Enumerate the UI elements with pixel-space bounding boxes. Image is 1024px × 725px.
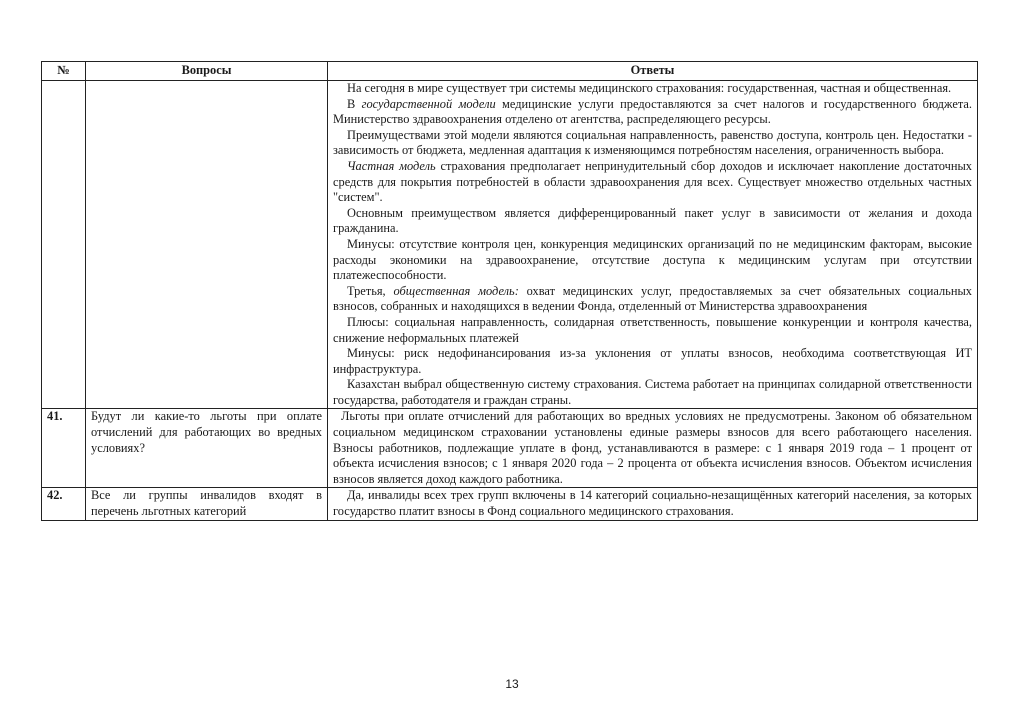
- cell-number-empty: [42, 81, 86, 409]
- table-row: [42, 488, 978, 520]
- answer-text: страхования предполагает непринудительный сбор доходов и исключает накопление достаточных средств для покрытия потребностей в области здравоохранения для всех. Существует множество отдельных частных "систем".: [333, 158, 972, 205]
- cell-question: Будут ли какие-то льготы при оплате отчислений для работающих во вредных условиях?: [86, 409, 328, 488]
- answer-text: Третья,: [347, 283, 394, 298]
- qa-table: [41, 61, 978, 521]
- header-questions: Вопросы: [86, 62, 328, 81]
- table-row-continued: [42, 81, 978, 409]
- answer-text: медицинские услуги предоставляются за счет налогов и государственного бюджета. Министерство здравоохранения отделено от агентства, распределяющего ресурсы.: [333, 96, 972, 127]
- answer-paragraph: [333, 159, 972, 206]
- header-answers: Ответы: [328, 62, 978, 81]
- cell-question-empty: [86, 81, 328, 409]
- answer-text: В: [347, 96, 362, 111]
- answer-emphasis: государственной модели: [361, 96, 496, 111]
- answer-paragraph: На сегодня в мире существует три системы медицинского страхования: государственная, частная и общественная.: [347, 81, 952, 95]
- table-row: [42, 409, 978, 488]
- answer-paragraph: Казахстан выбрал общественную систему страхования. Система работает на принципах солидарной ответственности государства, работодателя и граждан страны.: [333, 377, 972, 407]
- table-header-row: [42, 62, 978, 81]
- cell-answer: [328, 488, 978, 520]
- cell-question: Все ли группы инвалидов входят в перечень льготных категорий: [86, 488, 328, 520]
- answer-emphasis: Частная модель: [347, 158, 436, 173]
- page-number: 13: [505, 677, 519, 691]
- answer-paragraph: Льготы при оплате отчислений для работающих во вредных условиях не предусмотрены. Законом об обязательном социальном медицинском страховании установлены единые размеры взносов для всего работающего населения. Взносы работников, подлежащие уплате в фонд, устанавливаются в размере: с 1 января 2019 года – 1 процент от объекта исчисления взносов; с 1 января 2020 года – 2 процента от объекта исчисления взносов. Объектом исчисления взносов является доход каждого работника.: [333, 409, 972, 486]
- answer-paragraph: [333, 284, 972, 315]
- cell-number: 42.: [42, 488, 86, 520]
- answer-paragraph: Преимуществами этой модели являются социальная направленность, равенство доступа, контроль цен. Недостатки - зависимость от бюджета, медленная адаптация к изменяющимся потребностям населения, ограниченность выбора.: [333, 127, 972, 158]
- answer-text: охват медицинских услуг, предоставляемых за счет обязательных социальных взносов, собранных и находящихся в ведении Фонда, отделенный от Министерства здравоохранения: [333, 283, 972, 314]
- answer-paragraph: Минусы: отсутствие контроля цен, конкуренция медицинских организаций по не медицинским факторам, высокие расходы экономики на здравоохранение, отсутствие доступа к медицинским услугам при отсутствии платежеспособности.: [333, 236, 972, 283]
- answer-paragraph: Основным преимуществом является дифференцированный пакет услуг в зависимости от желания и дохода гражданина.: [333, 205, 972, 236]
- answer-paragraph: Да, инвалиды всех трех групп включены в 14 категорий социально-незащищённых категорий населения, за которых государство платит взносы в Фонд социального медицинского страхования.: [333, 488, 972, 519]
- answer-paragraph: [333, 97, 972, 128]
- answer-paragraph: Плюсы: социальная направленность, солидарная ответственность, повышение конкуренции и контроля качества, снижение неформальных платежей: [333, 314, 972, 345]
- cell-answer-continued: [328, 81, 978, 409]
- cell-answer: [328, 409, 978, 488]
- header-number: №: [42, 62, 86, 81]
- cell-number: 41.: [42, 409, 86, 488]
- answer-paragraph: Минусы: риск недофинансирования из-за уклонения от уплаты взносов, необходима соответствующая ИТ инфраструктура.: [333, 346, 972, 376]
- answer-emphasis: общественная модель:: [393, 283, 519, 298]
